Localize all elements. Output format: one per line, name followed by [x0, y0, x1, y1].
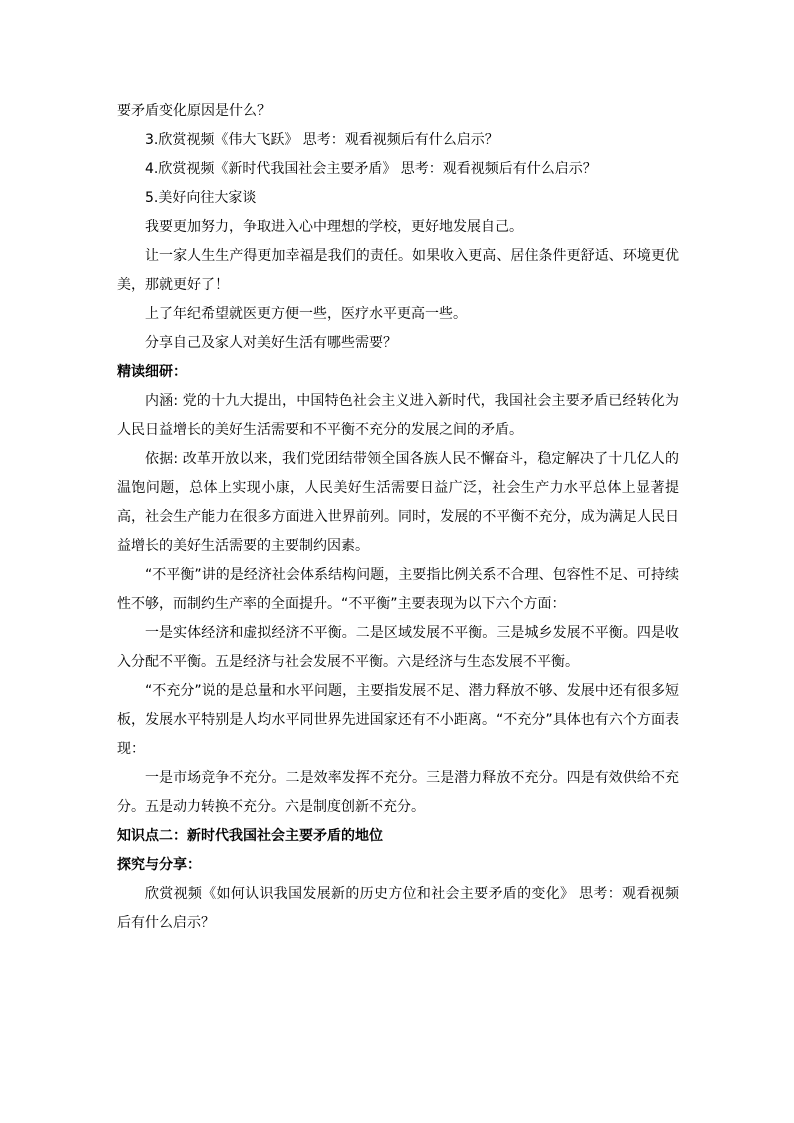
paragraph-basis: 依据: 改革开放以来，我们党团结带领全国各族人民不懈奋斗，稳定解决了十几亿人的温饱问题，总体上实现小康，人民美好生活需要日益广泛，社会生产力水平总体上显著提高，社会生产能力在很多方面进入世界前列。同时，发展的不平衡不充分，成为满足人民日益增长的美好生活需要的主要制约因素。: [117, 451, 679, 554]
paragraph-imbalance-definition: “不平衡”讲的是经济社会体系结构问题，主要指比例关系不合理、包容性不足、可持续性不够，而制约生产率的全面提升。“不平衡”主要表现为以下六个方面：: [117, 567, 679, 612]
heading-knowledge-point-two: 知识点二：新时代我国社会主要矛盾的地位: [117, 828, 383, 844]
paragraph-question-continuation: 要矛盾变化原因是什么？: [117, 103, 271, 119]
document-body: [117, 97, 679, 938]
paragraph-wish-family: 让一家人生生产得更加幸福是我们的责任。如果收入更高、居住条件更舒适、环境更优美，那就更好了！: [117, 248, 679, 293]
paragraph-inadequacy-definition: “不充分”说的是总量和水平问题，主要指发展不足、潜力释放不够、发展中还有很多短板，发展水平特别是人均水平同世界先进国家还有不小距离。“不充分”具体也有六个方面表现：: [117, 683, 679, 757]
paragraph-item-5: 5.美好向往大家谈: [145, 190, 257, 206]
paragraph-share-prompt: 分享自己及家人对美好生活有哪些需要？: [145, 335, 397, 351]
paragraph-wish-school: 我要更加努力，争取进入心中理想的学校，更好地发展自己。: [145, 219, 523, 235]
paragraph-video-3: 3.欣赏视频《伟大飞跃》 思考：观看视频后有什么启示？: [145, 132, 499, 148]
heading-close-reading: 精读细研：: [117, 364, 187, 380]
paragraph-inadequacy-list: 一是市场竞争不充分。二是效率发挥不充分。三是潜力释放不充分。四是有效供给不充分。五是动力转换不充分。六是制度创新不充分。: [117, 770, 679, 815]
heading-explore-share: 探究与分享：: [117, 857, 201, 873]
paragraph-imbalance-list: 一是实体经济和虚拟经济不平衡。二是区域发展不平衡。三是城乡发展不平衡。四是收入分配不平衡。五是经济与社会发展不平衡。六是经济与生态发展不平衡。: [117, 625, 679, 670]
paragraph-video-4: 4.欣赏视频《新时代我国社会主要矛盾》 思考：观看视频后有什么启示？: [145, 161, 597, 177]
paragraph-connotation: 内涵: 党的十九大提出，中国特色社会主义进入新时代，我国社会主要矛盾已经转化为人民日益增长的美好生活需要和不平衡不充分的发展之间的矛盾。: [117, 393, 679, 438]
paragraph-wish-elderly: 上了年纪希望就医更方便一些，医疗水平更高一些。: [145, 306, 467, 322]
paragraph-video-history: 欣赏视频《如何认识我国发展新的历史方位和社会主要矛盾的变化》 思考：观看视频后有什么启示？: [117, 886, 679, 931]
